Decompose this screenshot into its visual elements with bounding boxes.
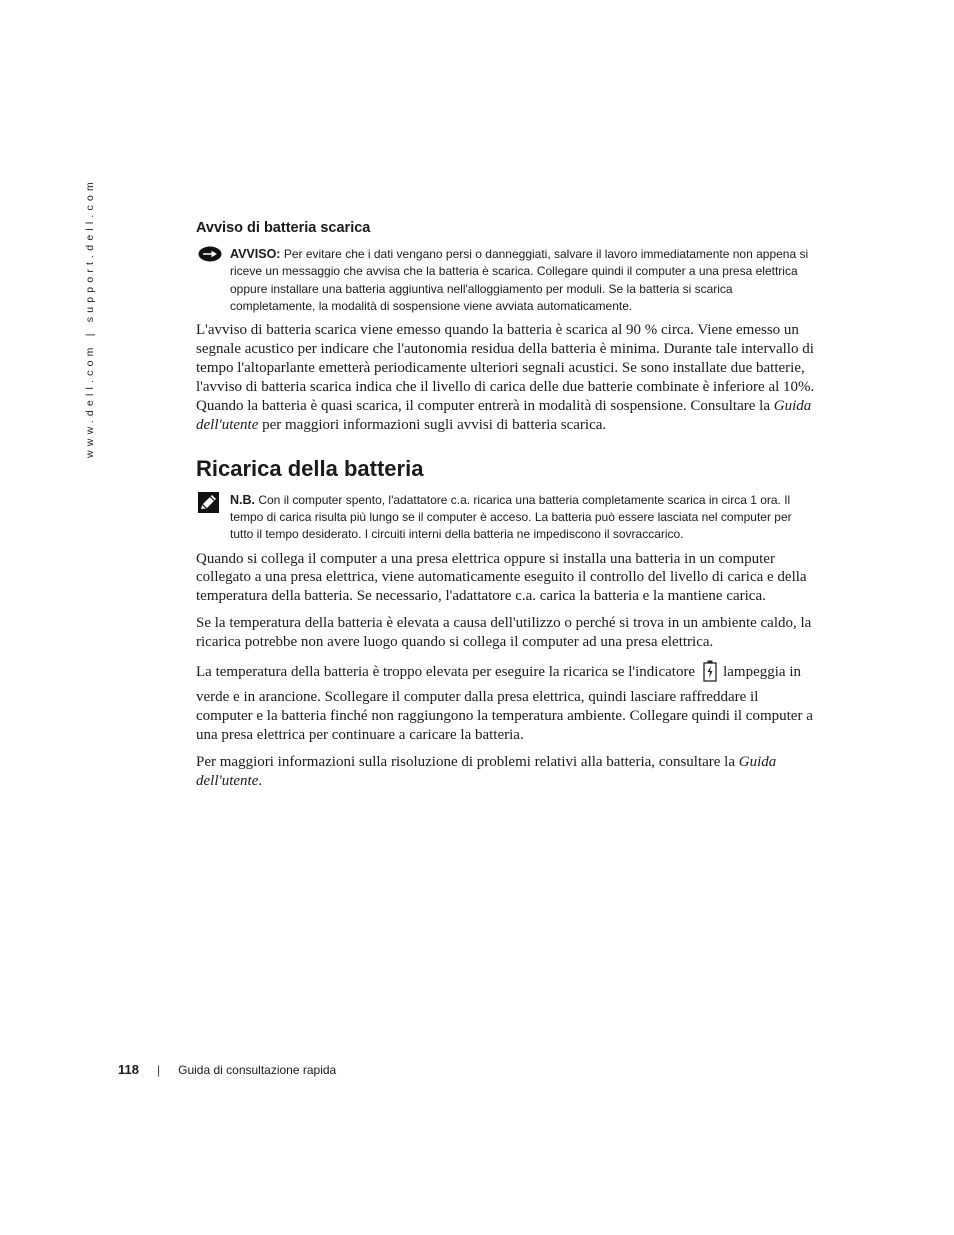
low-battery-paragraph: [196, 321, 816, 434]
charging-paragraph-3: [196, 660, 816, 745]
section-heading-charging: Ricarica della batteria: [196, 455, 424, 481]
note-label: N.B.: [230, 492, 255, 507]
charging-paragraph-1: Quando si collega il computer a una presa elettrica oppure si installa una batteria in un computer collegato a una presa elettrica, viene automaticamente eseguito il controllo del livello di carica e della temperatura della batteria. Se necessario, l'adattatore c.a. carica la batteria e la mantiene carica.: [196, 550, 807, 605]
page-content: [196, 218, 816, 798]
user-guide-ref-2: Guida dell'utente: [196, 753, 777, 789]
page-footer: [118, 1061, 336, 1079]
charging-text-c: Per maggiori informazioni sulla risoluzione di problemi relativi alla batteria, consultare la: [196, 753, 739, 770]
battery-charge-icon: [703, 660, 717, 688]
low-battery-text-a: L'avviso di batteria scarica viene emesso quando la batteria è scarica al 90 % circa. Viene emesso un segnale acustico per indicare che l'autonomia residua della batteria è minima. Durante tale intervallo di tempo l'altoparlante emetterà periodicamente ulteriori segnali acustici. Se sono installate due batterie, l'avviso di batteria scarica indica che il livello di carica delle due batterie combinate è inferiore al 10%. Quando la batteria è quasi scarica, il computer entrerà in modalità di sospensione. Consultare la: [196, 322, 815, 414]
low-battery-text-b: per maggiori informazioni sugli avvisi di batteria scarica.: [258, 416, 607, 433]
section-heading-low-battery: Avviso di batteria scarica: [196, 220, 371, 236]
user-guide-ref: Guida dell'utente: [196, 397, 812, 433]
notice-text: Per evitare che i dati vengano persi o danneggiati, salvare il lavoro immediatamente non appena si riceve un messaggio che avvisa che la batteria è scarica. Collegare quindi il computer a una presa elettrica oppure installare una batteria aggiuntiva nell'alloggiamento per moduli. Se la batteria si scarica completamente, la modalità di sospensione viene avviata automaticamente.: [230, 247, 809, 313]
note-block: [196, 492, 816, 544]
note-text: Con il computer spento, l'adattatore c.a. ricarica una batteria completamente scarica in circa 1 ora. Il tempo di carica risulta più lungo se il computer è acceso. La batteria può essere lasciata nel computer per tutto il tempo desiderato. I circuiti interni della batteria ne impediscono il sovraccarico.: [230, 492, 792, 542]
charging-text-b: lampeggia in verde e in arancione. Scollegare il computer dalla presa elettrica, quindi lasciare raffreddare il computer e la batteria finché non raggiungono la temperatura ambiente. Collegare quindi il computer a una presa elettrica per continuare a caricare la batteria.: [196, 664, 813, 743]
charging-paragraph-2: Se la temperatura della batteria è elevata a causa dell'utilizzo o perché si trova in un ambiente caldo, la ricarica potrebbe non avere luogo quando si collega il computer ad una presa elettrica.: [196, 615, 812, 651]
notice-label: AVVISO:: [230, 247, 281, 261]
notice-block: [196, 246, 816, 315]
charging-text-d: .: [258, 772, 263, 789]
footer-separator: |: [156, 1063, 161, 1077]
charging-paragraph-4: [196, 753, 816, 791]
sidebar-url: www.dell.com | support.dell.com: [84, 178, 96, 458]
note-pencil-icon: [198, 492, 219, 518]
footer-title: Guida di consultazione rapida: [178, 1063, 337, 1077]
charging-text-a: La temperatura della batteria è troppo elevata per eseguire la ricarica se l'indicatore: [196, 664, 696, 681]
notice-hand-icon: [198, 246, 222, 267]
page-number: 118: [118, 1062, 139, 1077]
